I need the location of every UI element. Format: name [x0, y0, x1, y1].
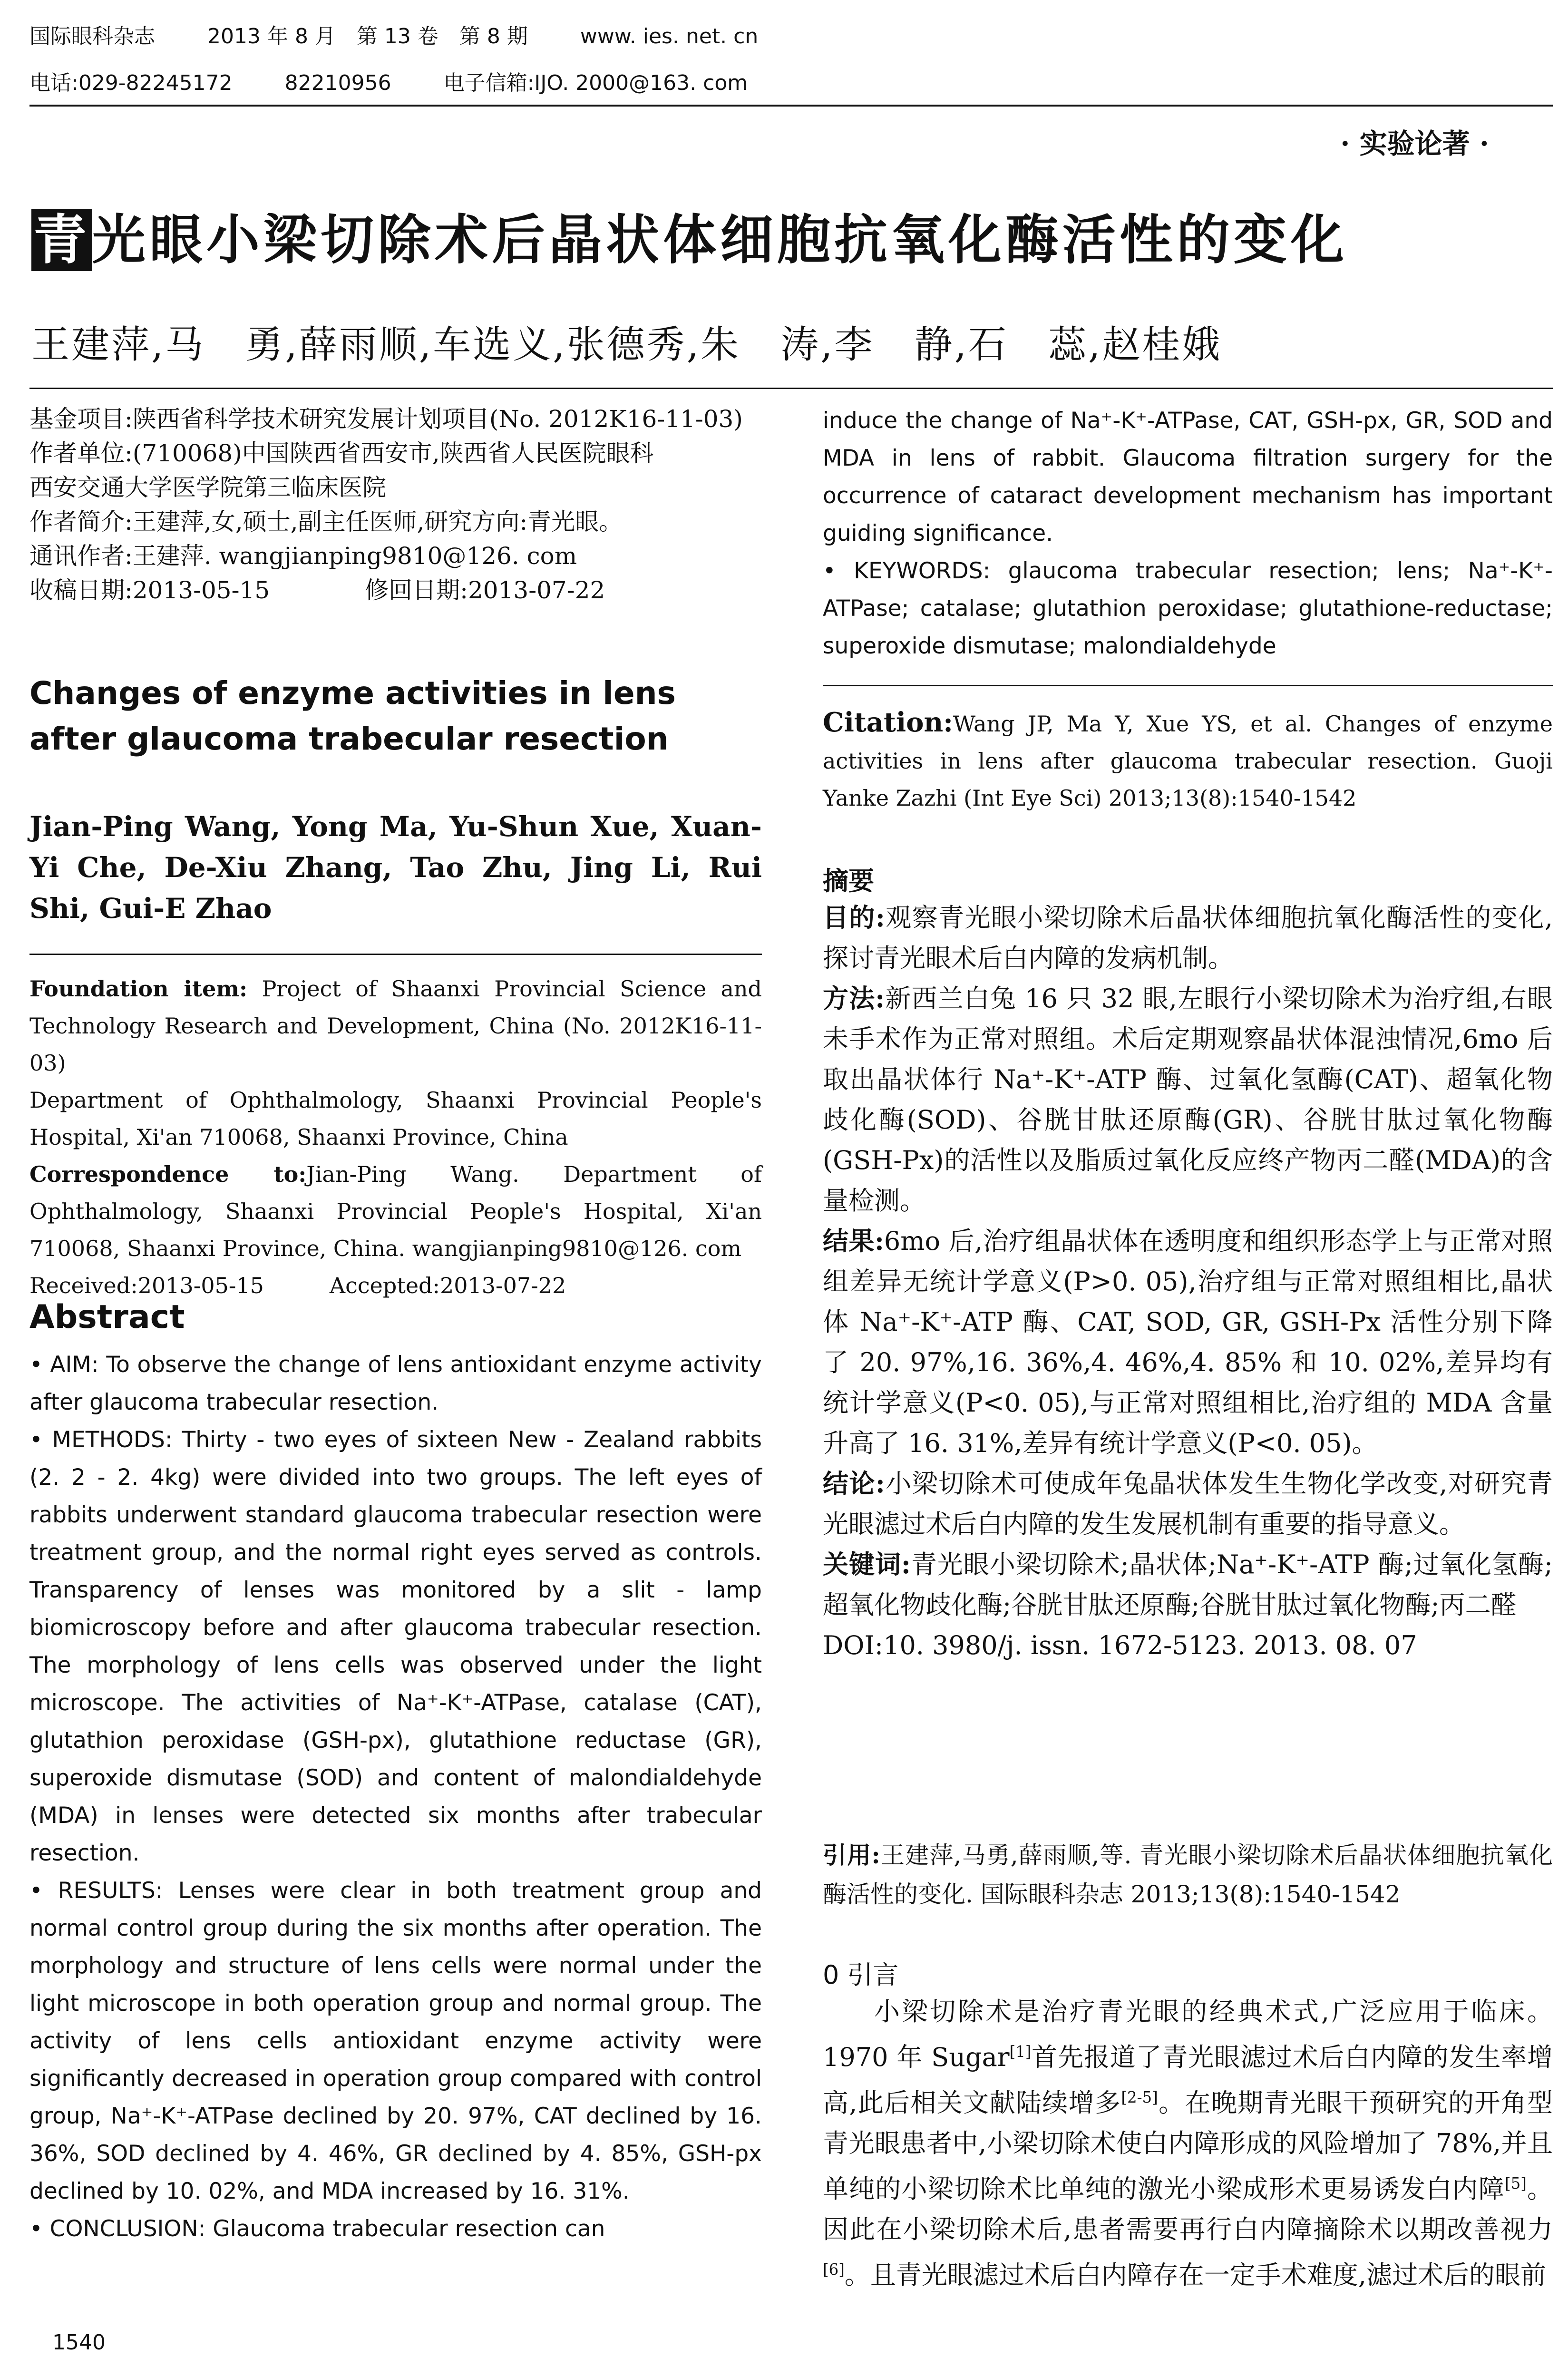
- zy-conclusion-label: 结论:: [823, 1468, 885, 1499]
- foundation-block: [29, 970, 762, 1304]
- section-tag: · 实验论著 ·: [1340, 127, 1489, 160]
- intro-block: [823, 1955, 1553, 2295]
- zy-keywords-label: 关键词:: [823, 1549, 911, 1579]
- zy-methods-label: 方法:: [823, 983, 885, 1013]
- meta-line: 收稿日期:2013-05-15 修回日期:2013-07-22: [29, 576, 605, 604]
- ref-5[interactable]: [5]: [1504, 2174, 1527, 2192]
- abstract-body: [29, 1346, 762, 2248]
- abstract-aim: • AIM: To observe the change of lens antioxidant enzyme activity after glaucoma trabecular resection.: [29, 1352, 762, 1415]
- cite-cn: 王建萍,马勇,薛雨顺,等. 青光眼小梁切除术后晶状体细胞抗氧化酶活性的变化. 国际眼科杂志 2013;13(8):1540-1542: [823, 1841, 1553, 1908]
- meta-cn-block: [29, 402, 762, 607]
- abstract-keywords: • KEYWORDS: glaucoma trabecular resection; lens; Na⁺-K⁺-ATPase; catalase; glutathion peroxidase; glutathione-reductase; superoxide dismutase; malondialdehyde: [823, 558, 1553, 659]
- citation-label: Citation:: [823, 707, 953, 738]
- zy-conclusion: 小梁切除术可使成年兔晶状体发生生物化学改变,对研究青光眼滤过术后白内障的发生发展机制有重要的指导意义。: [823, 1469, 1553, 1539]
- authors-cn: 王建萍,马 勇,薛雨顺,车选义,张德秀,朱 涛,李 静,石 蕊,赵桂娥: [31, 322, 1222, 367]
- page-number: 1540: [52, 2330, 106, 2355]
- abstract-continued: [823, 402, 1553, 665]
- zhaiyao-heading: 摘要: [823, 866, 874, 896]
- title-first-char: 青: [31, 209, 92, 271]
- intro-text: 。因此在小梁切除术后,患者需要再行白内障摘除术以期改善视力: [823, 2174, 1553, 2244]
- zy-methods: 新西兰白兔 16 只 32 眼,左眼行小梁切除术为治疗组,右眼未手术作为正常对照组。术后定期观察晶状体混浊情况,6mo 后取出晶状体行 Na⁺-K⁺-ATP 酶、过氧化氢酶(CAT)、超氧化物歧化酶(SOD)、谷胱甘肽还原酶(GR)、谷胱甘肽过氧化物酶(GSH-Px)的活性以及脂质过氧化反应终产物丙二醛(MDA)的含量检测。: [823, 984, 1553, 1216]
- zy-keywords: 青光眼小梁切除术;晶状体;Na⁺-K⁺-ATP 酶;过氧化氢酶;超氧化物歧化酶;谷胱甘肽还原酶;谷胱甘肽过氧化物酶;丙二醛: [823, 1549, 1553, 1620]
- abstract-conclusion-end: induce the change of Na⁺-K⁺-ATPase, CAT, GSH-px, GR, SOD and MDA in lens of rabbit. Glaucoma filtration surgery for the occurrence of cataract development mechanism has important guiding significance.: [823, 408, 1553, 546]
- right-rule: [823, 685, 1553, 686]
- page-title: [31, 197, 1348, 274]
- citation-block: [823, 704, 1553, 817]
- ref-1[interactable]: [1]: [1009, 2043, 1032, 2061]
- zy-aim: 观察青光眼小梁切除术后晶状体细胞抗氧化酶活性的变化,探讨青光眼术后白内障的发病机制。: [823, 903, 1553, 973]
- correspondence-text: Jian-Ping Wang. Department of Ophthalmology, Shaanxi Provincial People's Hospital, Xi'an 710068, Shaanxi Province, China. wangjianping9810@126. com: [29, 1161, 762, 1261]
- meta-line: 西安交通大学医学院第三临床医院: [29, 474, 386, 501]
- authors-rule: [29, 388, 1553, 389]
- cite-cn-block: [823, 1836, 1553, 1914]
- ref-6[interactable]: [6]: [823, 2260, 845, 2279]
- title-rest: 光眼小梁切除术后晶状体细胞抗氧化酶活性的变化: [92, 209, 1348, 271]
- journal-header-line1: [29, 19, 810, 49]
- meta-line: 通讯作者:王建萍. wangjianping9810@126. com: [29, 542, 577, 570]
- english-authors: Jian-Ping Wang, Yong Ma, Yu-Shun Xue, Xuan-Yi Che, De-Xiu Zhang, Tao Zhu, Jing Li, Rui Shi, Gui-E Zhao: [29, 810, 762, 925]
- journal-name: 国际眼科杂志: [29, 24, 155, 49]
- cite-cn-label: 引用:: [823, 1841, 880, 1869]
- doi[interactable]: DOI:10. 3980/j. issn. 1672-5123. 2013. 08. 07: [823, 1630, 1417, 1660]
- ref-2-5[interactable]: [2-5]: [1121, 2088, 1158, 2106]
- intro-paragraph: [823, 1991, 1553, 2295]
- intro-text: 首先报道了青光眼滤过术后白内障的发生率增高,此后相关文献陆续增多: [823, 2042, 1553, 2118]
- phone2: 82210956: [284, 71, 391, 95]
- citation-text: Wang JP, Ma Y, Xue YS, et al. Changes of enzyme activities in lens after glaucoma trabecular resection. Guoji Yanke Zazhi (Int Eye Sci) 2013;13(8):1540-1542: [823, 711, 1553, 811]
- zy-results-label: 结果:: [823, 1226, 884, 1256]
- zy-aim-label: 目的:: [823, 902, 885, 933]
- foundation-text: Project of Shaanxi Provincial Science and Technology Research and Development, China (No. 2012K16-11-03): [29, 976, 762, 1076]
- email[interactable]: 电子信箱:IJO. 2000@163. com: [443, 71, 748, 95]
- meta-line: 作者单位:(710068)中国陕西省西安市,陕西省人民医院眼科: [29, 439, 654, 467]
- english-title: Changes of enzyme activities in lens after glaucoma trabecular resection: [29, 675, 676, 757]
- zhaiyao-block: [823, 861, 1553, 1666]
- phone: 电话:029-82245172: [29, 71, 233, 95]
- intro-heading: 0 引言: [823, 1960, 899, 1990]
- foundation-label: Foundation item:: [29, 976, 248, 1002]
- left-rule: [29, 954, 762, 955]
- abstract-heading: Abstract: [29, 1298, 185, 1336]
- correspondence-label: Correspondence to:: [29, 1161, 307, 1187]
- intro-text: 。在晚期青光眼干预研究的开角型青光眼患者中,小梁切除术使白内障形成的风险增加了 78%,并且单纯的小梁切除术比单纯的激光小梁成形术更易诱发白内障: [823, 2088, 1553, 2204]
- intro-text: 。且青光眼滤过术后白内障存在一定手术难度,滤过术后的眼前: [844, 2260, 1547, 2290]
- issue-info: 2013 年 8 月 第 13 卷 第 8 期: [207, 24, 528, 49]
- abstract-conclusion-start: • CONCLUSION: Glaucoma trabecular resection can: [29, 2216, 605, 2242]
- meta-line: 作者简介:王建萍,女,硕士,副主任医师,研究方向:青光眼。: [29, 508, 623, 536]
- header-rule: [29, 105, 1553, 107]
- department: Department of Ophthalmology, Shaanxi Provincial People's Hospital, Xi'an 710068, Shaanxi Province, China: [29, 1087, 762, 1150]
- abstract-results: • RESULTS: Lenses were clear in both treatment group and normal control group during the six months after operation. The morphology and structure of lens cells were normal under the light microscope in both operation group and normal group. The activity of lens cells antioxidant enzyme activity were significantly decreased in operation group compared with control group, Na⁺-K⁺-ATPase declined by 20. 97%, CAT declined by 16. 36%, SOD declined by 4. 46%, GR declined by 4. 85%, GSH-px declined by 10. 02%, and MDA increased by 16. 31%.: [29, 1878, 762, 2204]
- abstract-methods: • METHODS: Thirty - two eyes of sixteen New - Zealand rabbits (2. 2 - 2. 4kg) were divided into two groups. The left eyes of rabbits underwent standard glaucoma trabecular resection were treatment group, and the normal right eyes served as controls. Transparency of lenses was monitored by a slit - lamp biomicroscopy before and after glaucoma trabecular resection. The morphology of lens cells was observed under the light microscope. The activities of Na⁺-K⁺-ATPase, catalase (CAT), glutathion peroxidase (GSH-px), glutathione reductase (GR), superoxide dismutase (SOD) and content of malondialdehyde (MDA) in lenses were detected six months after trabecular resection.: [29, 1427, 762, 1866]
- meta-line: 基金项目:陕西省科学技术研究发展计划项目(No. 2012K16-11-03): [29, 405, 743, 433]
- intro-text: 小梁切除术是治疗青光眼的经典术式,广泛应用于临床。1970 年 Sugar: [823, 1997, 1553, 2072]
- journal-header-line2: [29, 66, 800, 96]
- website[interactable]: www. ies. net. cn: [580, 24, 759, 49]
- zy-results: 6mo 后,治疗组晶状体在透明度和组织形态学上与正常对照组差异无统计学意义(P>0. 05),治疗组与正常对照组相比,晶状体 Na⁺-K⁺-ATP 酶、CAT, SOD, GR, GSH-Px 活性分别下降了 20. 97%,16. 36%,4. 46%,4. 85% 和 10. 02%,差异均有统计学意义(P<0. 05),与正常对照组相比,治疗组的 MDA 含量升高了 16. 31%,差异有统计学意义(P<0. 05)。: [823, 1226, 1553, 1458]
- received-dates: Received:2013-05-15 Accepted:2013-07-22: [29, 1273, 566, 1298]
